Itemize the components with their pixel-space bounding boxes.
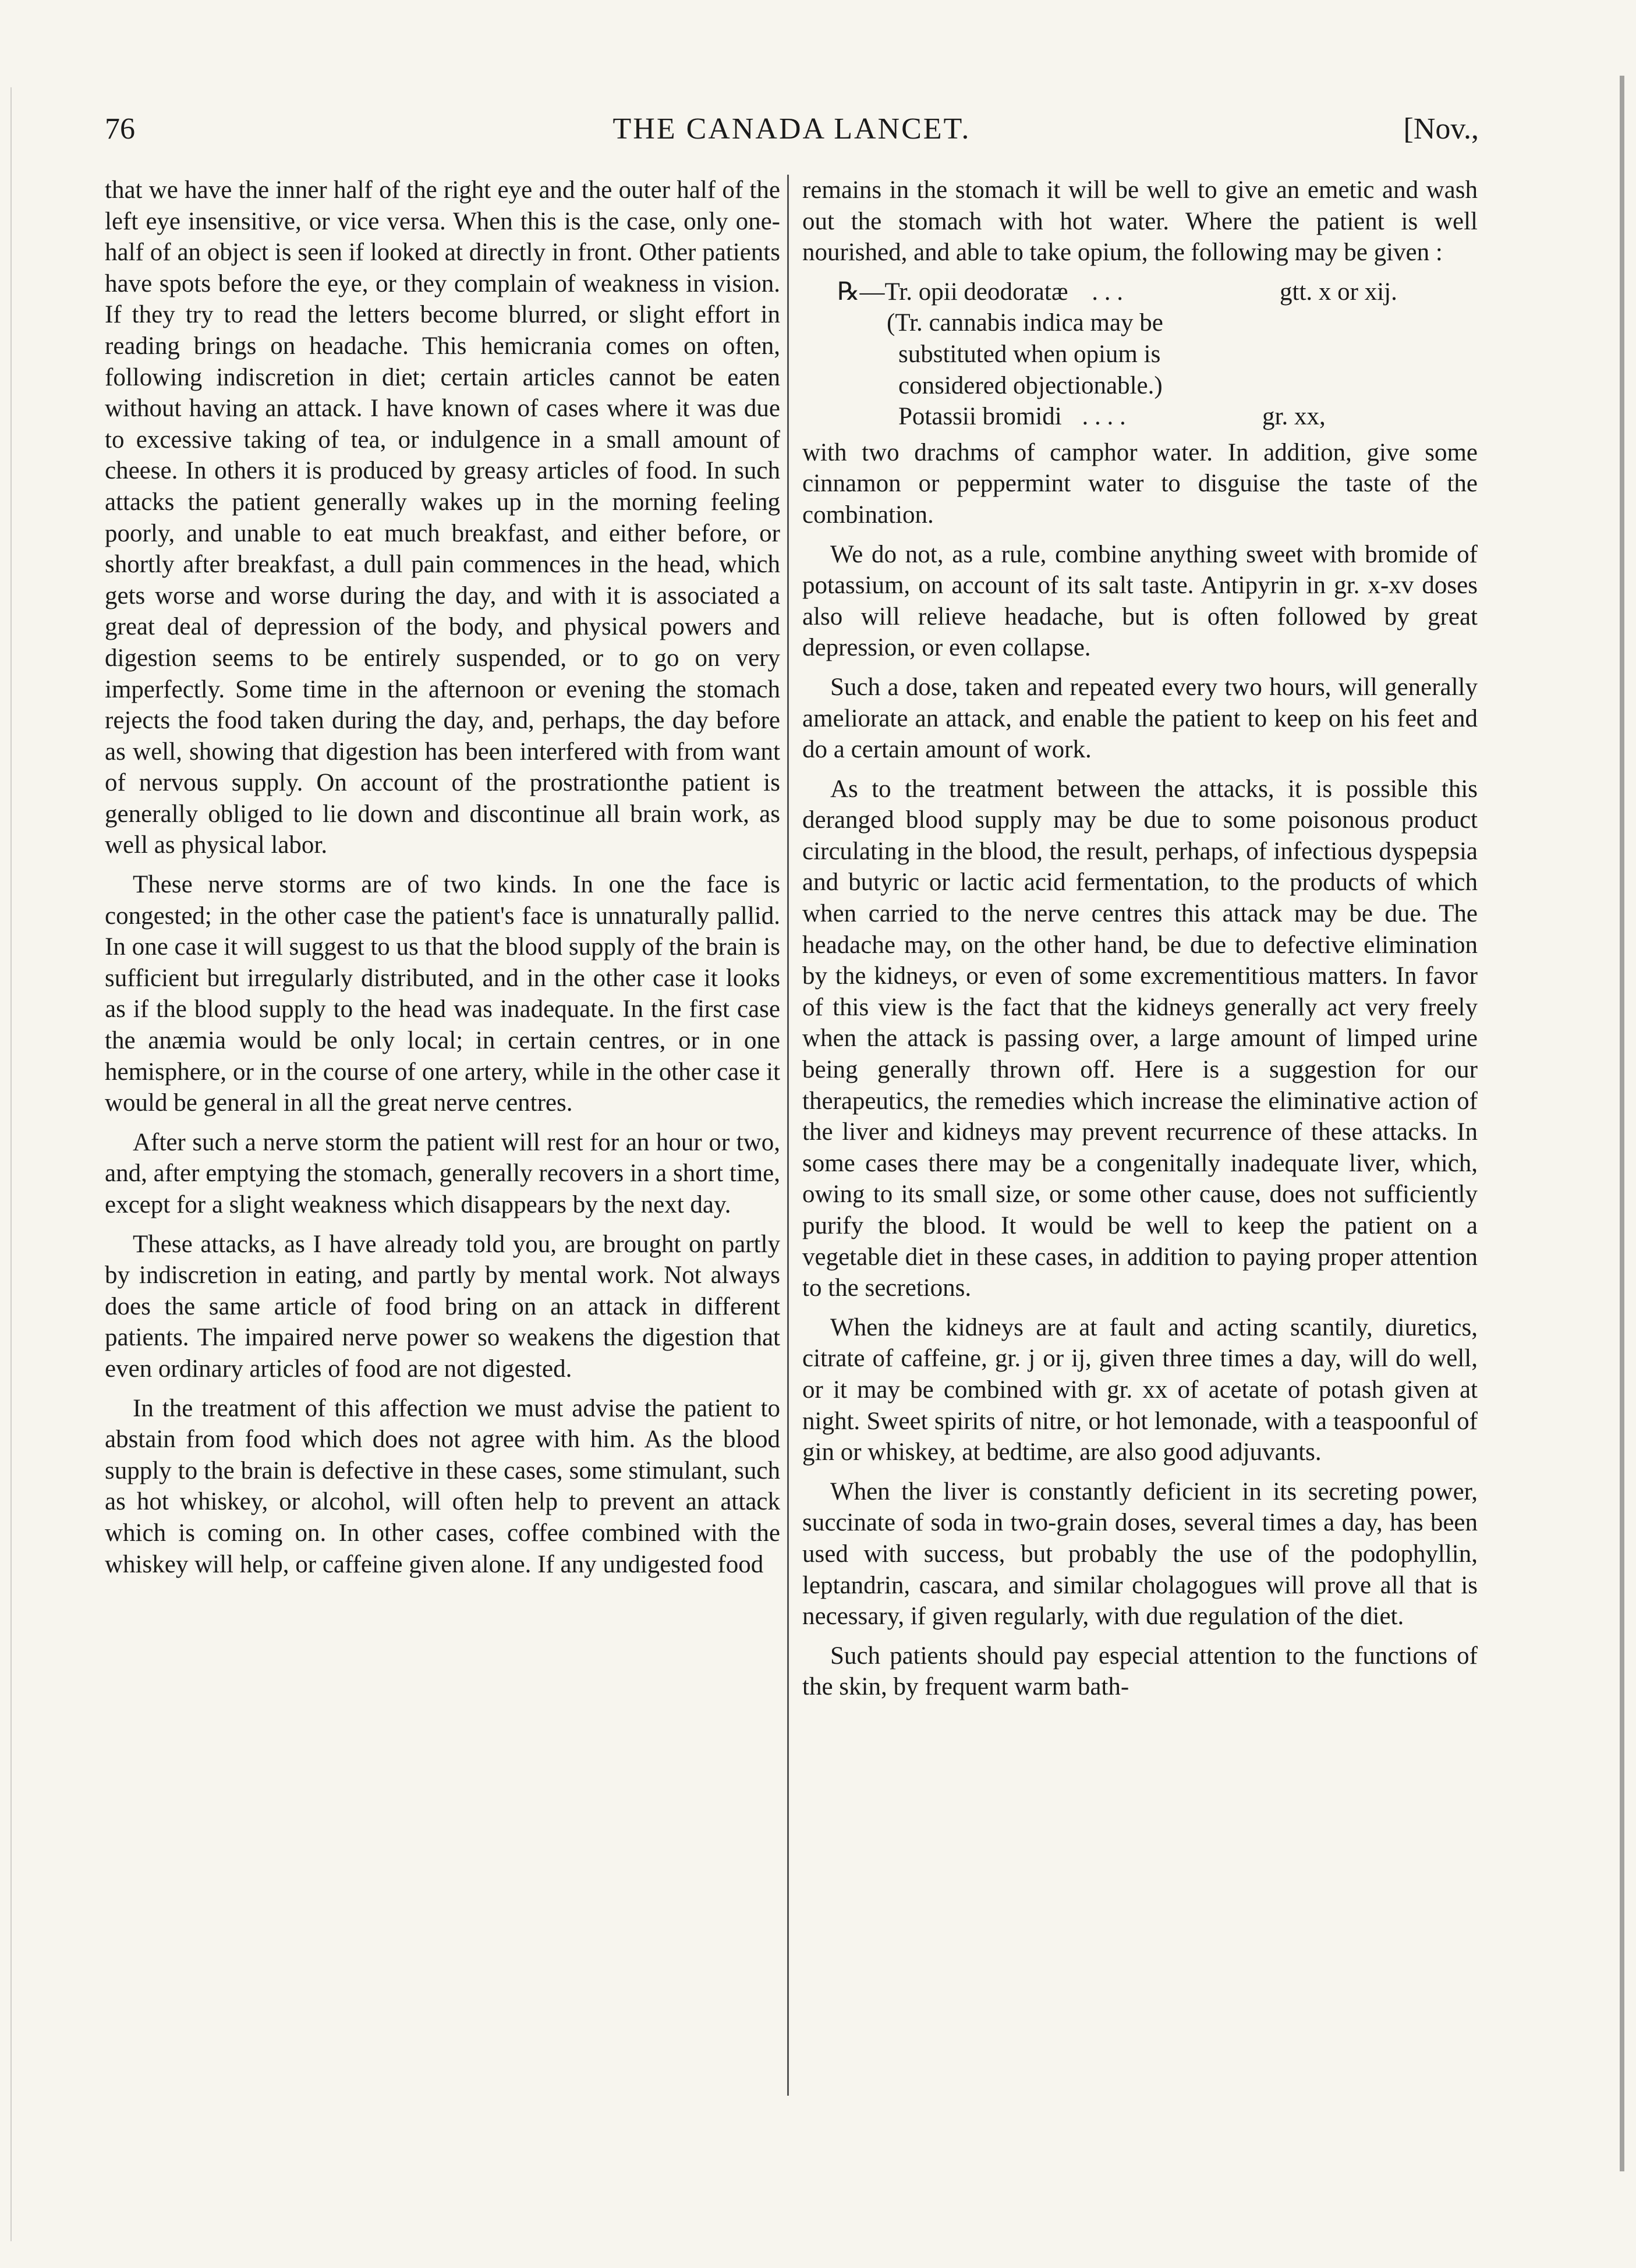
prescription-note: (Tr. cannabis indica may be <box>887 309 1163 337</box>
scan-edge <box>10 87 12 2241</box>
prescription <box>802 277 1478 433</box>
left-column <box>105 175 780 1588</box>
prescription-note: substituted when opium is <box>898 340 1161 368</box>
issue-month: [Nov., <box>1403 112 1479 146</box>
prescription-leader: . . . <box>1092 278 1124 306</box>
prescription-line <box>802 401 1478 433</box>
prescription-note: considered objectionable.) <box>898 371 1163 399</box>
paragraph: When the liver is constantly deficient in its secreting power, succinate of soda in two-grain doses, several times a day, has been used with success, but probably the use of the podophyllin, leptandrin, cascara, and similar cholagogues will prove all that is necessary, if given regularly, with due regulation of the diet. <box>802 1477 1478 1631</box>
running-header <box>105 112 1479 158</box>
journal-title: THE CANADA LANCET. <box>612 112 971 146</box>
binding-edge <box>1620 76 1624 2171</box>
paragraph: These attacks, as I have already told you, are brought on partly by indiscretion in eating, and partly by mental work. Not always does the same article of food bring on an attack in different patients. The impaired nerve power so weakens the digestion that even ordinary articles of food are not digested. <box>105 1230 780 1383</box>
prescription-dose: gr. xx, <box>1262 403 1326 431</box>
paragraph: When the kidneys are at fault and acting scantily, diuretics, citrate of caffeine, gr. j or ij, given three times a day, will do well, or it may be combined with gr. xx of acetate of potash given at night. Sweet spirits of nitre, or hot lemonade, with a teaspoonful of gin or whiskey, at bedtime, are also good adjuvants. <box>802 1313 1478 1466</box>
column-divider <box>787 175 789 2096</box>
paragraph: We do not, as a rule, combine anything sweet with bromide of potassium, on account of its salt taste. Antipyrin in gr. x-xv doses also will relieve headache, but is often followed by great depression, or even collapse. <box>802 540 1478 662</box>
prescription-leader: . . . . <box>1082 403 1126 431</box>
paragraph: with two drachms of camphor water. In addition, give some cinnamon or peppermint water to disguise the taste of the combination. <box>802 438 1478 529</box>
paragraph: In the treatment of this affection we must advise the patient to abstain from food which does not agree with him. As the blood supply to the brain is defective in these cases, some stimulant, such as hot whiskey, or alcohol, will often help to prevent an attack which is coming on. In other cases, coffee combined with the whiskey will help, or caffeine given alone. If any undigested food <box>105 1394 780 1578</box>
paragraph: Such a dose, taken and repeated every two hours, will generally ameliorate an attack, and enable the patient to keep on his feet and do a certain amount of work. <box>802 673 1478 764</box>
prescription-dose: gtt. x or xij. <box>1280 278 1397 306</box>
paragraph: As to the treatment between the attacks, it is possible this deranged blood supply may be due to some poisonous product circulating in the blood, the result, perhaps, of infectious dyspepsia and butyric or lactic acid fermentation, to the products of which when carried to the nerve centres this attack may be due. The headache may, on the other hand, be due to defective elimination by the kidneys, or even of some excrementitious matters. In favor of this view is the fact that the kidneys generally act very freely when the attack is passing over, a large amount of limped urine being generally thrown off. Here is a suggestion for our therapeutics, the remedies which increase the eliminative action of the liver and kidneys may prevent recurrence of these attacks. In some cases there may be a congenitally inadequate liver, which, owing to its small size, or some other cause, does not sufficiently purify the blood. It would be well to keep the patient on a vegetable diet in these cases, in addition to paying proper attention to the secretions. <box>802 775 1478 1302</box>
page-number: 76 <box>105 112 135 146</box>
prescription-line <box>802 277 1478 308</box>
prescription-drug: ℞—Tr. opii deodoratæ <box>837 278 1068 306</box>
prescription-drug: Potassii bromidi <box>898 403 1062 431</box>
paragraph: These nerve storms are of two kinds. In one the face is congested; in the other case the patient's face is unnaturally pallid. In one case it will suggest to us that the blood supply of the brain is sufficient but irregularly distributed, and in the other case it looks as if the blood supply to the head was inadequate. In the first case the anæmia would be only local; in certain centres, or in one hemisphere, or in the course of one artery, while in the other case it would be general in all the great nerve centres. <box>105 871 780 1117</box>
paragraph: Such patients should pay especial attention to the functions of the skin, by frequent warm bath- <box>802 1642 1478 1701</box>
paragraph: After such a nerve storm the patient will rest for an hour or two, and, after emptying the stomach, generally recovers in a short time, except for a slight weakness which disappears by the next day. <box>105 1128 780 1218</box>
right-column <box>802 175 1478 1711</box>
paragraph: that we have the inner half of the right eye and the outer half of the left eye insensitive, or vice versa. When this is the case, only one-half of an object is seen if looked at directly in front. Other patients have spots before the eye, or they complain of weakness in vision. If they try to read the letters become blurred, or slight effort in reading brings on headache. This hemicrania comes on often, following indiscretion in diet; certain articles cannot be eaten without having an attack. I have known of cases where it was due to excessive taking of tea, or indulgence in a small amount of cheese. In others it is produced by greasy articles of food. In such attacks the patient generally wakes up in the morning feeling poorly, and unable to eat much breakfast, and either before, or shortly after breakfast, a dull pain commences in the head, which gets worse and worse during the day, and with it is associated a great deal of depression of the body, and physical powers and digestion seems to be entirely suspended, or to go on very imperfectly. Some time in the afternoon or evening the stomach rejects the food taken during the day, and, perhaps, the day before as well, showing that digestion has been interfered with from want of nervous supply. On account of the prostrationthe patient is generally obliged to lie down and discontinue all brain work, as well as physical labor. <box>105 176 780 859</box>
paragraph: remains in the stomach it will be well to give an emetic and wash out the stomach with hot water. Where the patient is well nourished, and able to take opium, the following may be given : <box>802 176 1478 267</box>
